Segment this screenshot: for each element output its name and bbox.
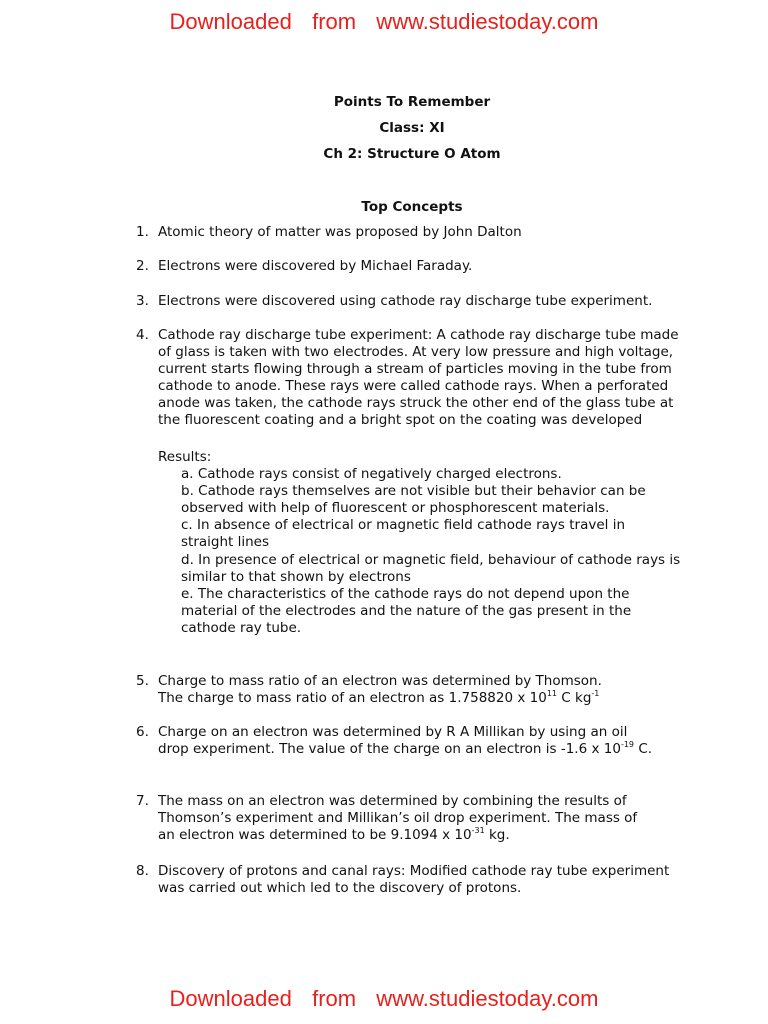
section-heading: Top Concepts [361,199,463,215]
results-label: Results: [158,449,212,465]
item-text-part: C kg [557,690,592,706]
item-text: Electrons were discovered by Michael Faraday. [158,258,473,274]
result-item: a. Cathode rays consist of negatively charged electrons. [181,466,562,482]
item-text [158,724,658,758]
item-text-part: Charge to mass ratio of an electron was determined by Thomson. The charge to mass ratio of an electron as 1.758820 x 10 [158,673,602,706]
exponent: -31 [471,826,485,835]
item-text-part: Charge on an electron was determined by R A Millikan by using an oil drop experiment. The value of the charge on an electron is -1.6 x 10 [158,724,628,757]
item-text-part: The mass on an electron was determined by combining the results of Thomson’s experiment and Millikan’s oil drop experiment. The mass of an electron was determined to be 9.1094 x 10 [158,793,638,843]
item-number: 8. [136,863,149,879]
item-number: 4. [136,327,149,343]
result-item: b. Cathode rays themselves are not visible but their behavior can be observed with help of fluorescent or phosphorescent materials. [181,483,646,516]
download-banner-top[interactable]: Downloaded from www.studiestoday.com [169,9,599,34]
item-text [158,793,653,844]
item-number: 2. [136,258,149,274]
item-text: Cathode ray discharge tube experiment: A cathode ray discharge tube made of glass is taken with two electrodes. At very low pressure and high voltage, current starts flowing through a stream of particles moving in the tube from cathode to anode. These rays were called cathode rays. When a perforated anode was taken, the cathode rays struck the other end of the glass tube at the fluorescent coating and a bright spot on the coating was developed [158,327,679,428]
result-item: d. In presence of electrical or magnetic field, behaviour of cathode rays is similar to that shown by electrons [181,552,681,585]
item-text: Discovery of protons and canal rays: Modified cathode ray tube experiment was carried out which led to the discovery of protons. [158,863,670,896]
item-number: 3. [136,293,149,309]
result-item: e. The characteristics of the cathode rays do not depend upon the material of the electrodes and the nature of the gas present in the cathode ray tube. [181,586,632,636]
item-number: 6. [136,724,149,740]
exponent: 11 [546,689,557,698]
exponent: -19 [620,740,635,749]
item-text: Atomic theory of matter was proposed by John Dalton [158,224,522,240]
exponent: -1 [591,689,600,698]
item-number: 5. [136,673,149,689]
class-line: Class: XI [379,120,445,136]
result-item: c. In absence of electrical or magnetic field cathode rays travel in straight lines [181,517,626,550]
item-text-part: C. [634,741,653,757]
item-text: Electrons were discovered using cathode ray discharge tube experiment. [158,293,653,309]
item-number: 1. [136,224,149,240]
item-text-part: kg. [484,827,510,843]
chapter-title: Ch 2: Structure O Atom [323,146,501,162]
item-text [158,673,628,707]
download-banner-bottom[interactable]: Downloaded from www.studiestoday.com [169,986,599,1011]
page-title: Points To Remember [333,94,491,110]
item-number: 7. [136,793,149,809]
